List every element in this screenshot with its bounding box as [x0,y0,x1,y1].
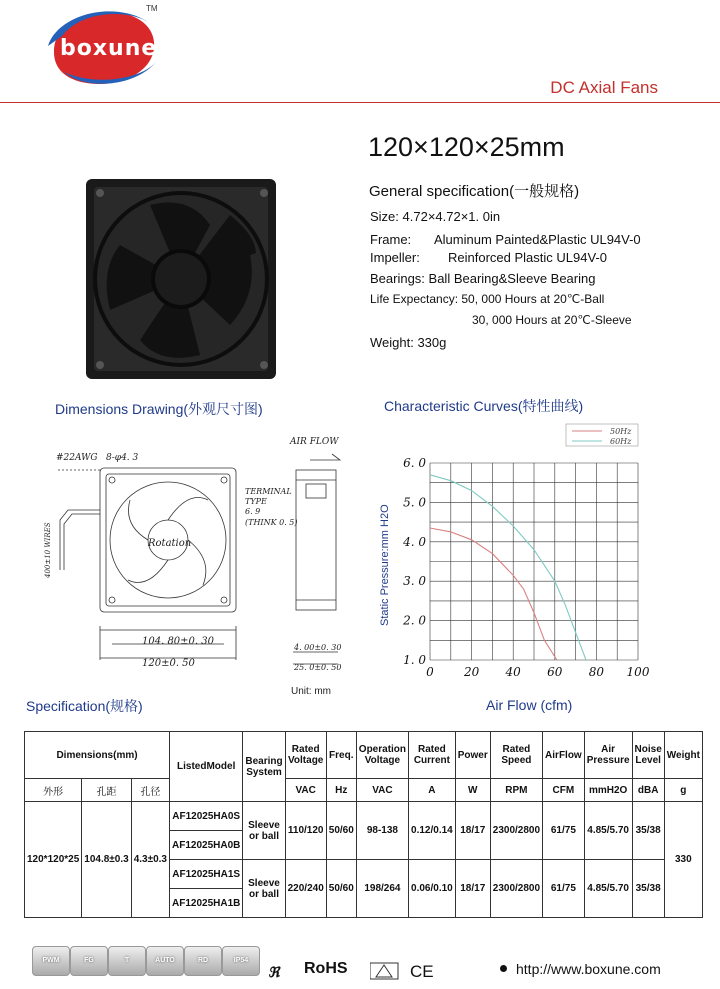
cell-model: AF12025HA0B [170,831,243,860]
brand-name: boxune [60,36,158,61]
spec-weight: Weight: 330g [370,335,447,350]
unit-label: Unit: mm [291,686,331,695]
cell-rated-current: 0.06/0.10 [409,860,456,918]
legend-label: 50Hz [610,427,632,436]
model-size-title: 120×120×25mm [368,132,565,162]
cert-thermal-icon: T [108,946,146,976]
x-tick-label: 0 [426,665,434,679]
cell-rated-voltage: 110/120 [285,802,326,860]
th-operation-voltage: Operation Voltage [356,732,408,779]
th-hole: 孔径 [131,779,169,802]
rotation-label: Rotation [148,538,192,549]
x-tick-label: 40 [505,665,521,679]
cell-operation-voltage: 98-138 [356,802,408,860]
th-bearing-system: Bearing System [243,732,285,802]
th-listed-model: ListedModel [170,732,243,802]
cell-model: AF12025HA1S [170,860,243,889]
spec-impeller-label: Impeller: [370,250,420,265]
th-air-pressure: Air Pressure [584,732,632,779]
brand-logo [44,4,164,90]
th-dimensions: Dimensions(mm) [25,732,170,779]
th-power: Power [455,732,490,779]
terminal-label-3: 6. 9 [245,507,261,516]
ce-text: CE [410,962,434,981]
mounting-holes-label: 8-φ4. 3 [106,453,139,463]
ce-mark [370,960,440,987]
spec-frame-value: Aluminum Painted&Plastic UL94V-0 [434,232,641,247]
ul-mark-icon [268,962,298,987]
unit-dba: dBA [632,779,664,802]
th-airflow: AirFlow [543,732,585,779]
terminal-label-2: TYPE [245,497,267,506]
awg-label: #22AWG [56,453,98,463]
y-tick-label: 4. 0 [403,534,426,549]
cell-noise: 35/38 [632,860,664,918]
unit-cfm: CFM [543,779,585,802]
cell-power: 18/17 [455,860,490,918]
general-spec-heading: General specification(一般规格) [369,183,580,200]
header-divider [0,102,720,103]
spec-life-expectancy: Life Expectancy: 50, 000 Hours at 20℃-Ball [370,292,605,306]
cell-bearing: Sleeve or ball [243,860,285,918]
unit-rpm: RPM [490,779,542,802]
cell-airflow: 61/75 [543,860,585,918]
cell-rated-voltage: 220/240 [285,860,326,918]
cell-air-pressure: 4.85/5.70 [584,802,632,860]
cell-dim-hole: 4.3±0.3 [131,802,169,918]
cell-frequency: 50/60 [326,860,356,918]
cert-fg-icon: FG [70,946,108,976]
th-rated-voltage: Rated Voltage [285,732,326,779]
th-frequency: Freq. [326,732,356,779]
flange-dimension: 4. 00±0. 30 [294,643,342,652]
y-tick-label: 1. 0 [403,653,426,667]
specification-table [24,731,703,918]
rohs-mark: RoHS [304,960,348,977]
y-axis-label: Static Pressure:mm H2O [379,504,391,626]
unit-grams: g [664,779,702,802]
terminal-label-1: TERMINAL [245,487,292,496]
website-link[interactable]: http://www.boxune.com [516,961,661,977]
thickness-dimension: 25. 0±0. 50 [294,663,342,672]
cell-operation-voltage: 198/264 [356,860,408,918]
x-tick-label: 20 [463,665,480,679]
cert-pwm-icon: PWM [32,946,70,976]
unit-hz: Hz [326,779,356,802]
cell-dim-pitch: 104.8±0.3 [82,802,131,918]
unit-amps: A [409,779,456,802]
th-noise-level: Noise Level [632,732,664,779]
spec-bearings: Bearings: Ball Bearing&Sleeve Bearing [370,271,596,286]
characteristic-chart [360,418,660,688]
cell-rated-speed: 2300/2800 [490,802,542,860]
outline-dimension: 120±0. 50 [142,658,195,669]
cert-ip54-icon: IP54 [222,946,260,976]
th-outline: 外形 [25,779,82,802]
cell-weight: 330 [664,802,702,918]
bullet-icon [500,965,507,972]
th-weight: Weight [664,732,702,779]
x-tick-label: 100 [626,665,650,679]
unit-mmh2o: mmH2O [584,779,632,802]
legend-label: 60Hz [610,437,632,446]
unit-watts: W [455,779,490,802]
x-tick-label: 60 [547,665,563,679]
cell-power: 18/17 [455,802,490,860]
dimensions-drawing-title: Dimensions Drawing(外观尺寸图) [55,401,263,417]
th-rated-speed: Rated Speed [490,732,542,779]
unit-vac: VAC [285,779,326,802]
y-tick-label: 2. 0 [403,613,426,628]
characteristic-curves-title: Characteristic Curves(特性曲线) [384,398,584,414]
cell-airflow: 61/75 [543,802,585,860]
trademark-mark: TM [146,4,158,13]
cell-model: AF12025HA1B [170,889,243,918]
spec-impeller-value: Reinforced Plastic UL94V-0 [448,250,607,265]
specification-title: Specification(规格) [26,698,143,714]
th-pitch: 孔距 [82,779,131,802]
cell-noise: 35/38 [632,802,664,860]
spec-size: Size: 4.72×4.72×1. 0in [370,209,501,224]
terminal-label-4: (THINK 0. 5) [245,518,298,527]
x-tick-label: 80 [588,665,605,679]
cert-auto-icon: AUTO [146,946,184,976]
unit-vac-operation: VAC [356,779,408,802]
th-rated-current: Rated Current [409,732,456,779]
y-tick-label: 6. 0 [403,456,426,470]
cert-rd-icon: RD [184,946,222,976]
spec-frame-label: Frame: [370,232,412,247]
airflow-axis-title: Air Flow (cfm) [486,697,573,713]
cell-frequency: 50/60 [326,802,356,860]
cell-rated-current: 0.12/0.14 [409,802,456,860]
cell-rated-speed: 2300/2800 [490,860,542,918]
wires-label: 400±10 WIRES [44,522,52,578]
cell-bearing: Sleeve or ball [243,802,285,860]
dimensions-drawing [38,430,358,695]
spec-life-expectancy-sleeve: 30, 000 Hours at 20℃-Sleeve [472,313,632,327]
y-tick-label: 5. 0 [403,495,426,510]
cell-dim-outline: 120*120*25 [25,802,82,918]
cell-model: AF12025HA0S [170,802,243,831]
fan-product-photo [80,175,280,385]
pitch-dimension: 104. 80±0. 30 [142,636,214,647]
svg-text:ℜ: ℜ [268,964,280,980]
cell-air-pressure: 4.85/5.70 [584,860,632,918]
y-tick-label: 3. 0 [403,574,426,589]
airflow-label: AIR FLOW [290,437,339,447]
product-category-title: DC Axial Fans [550,78,658,97]
